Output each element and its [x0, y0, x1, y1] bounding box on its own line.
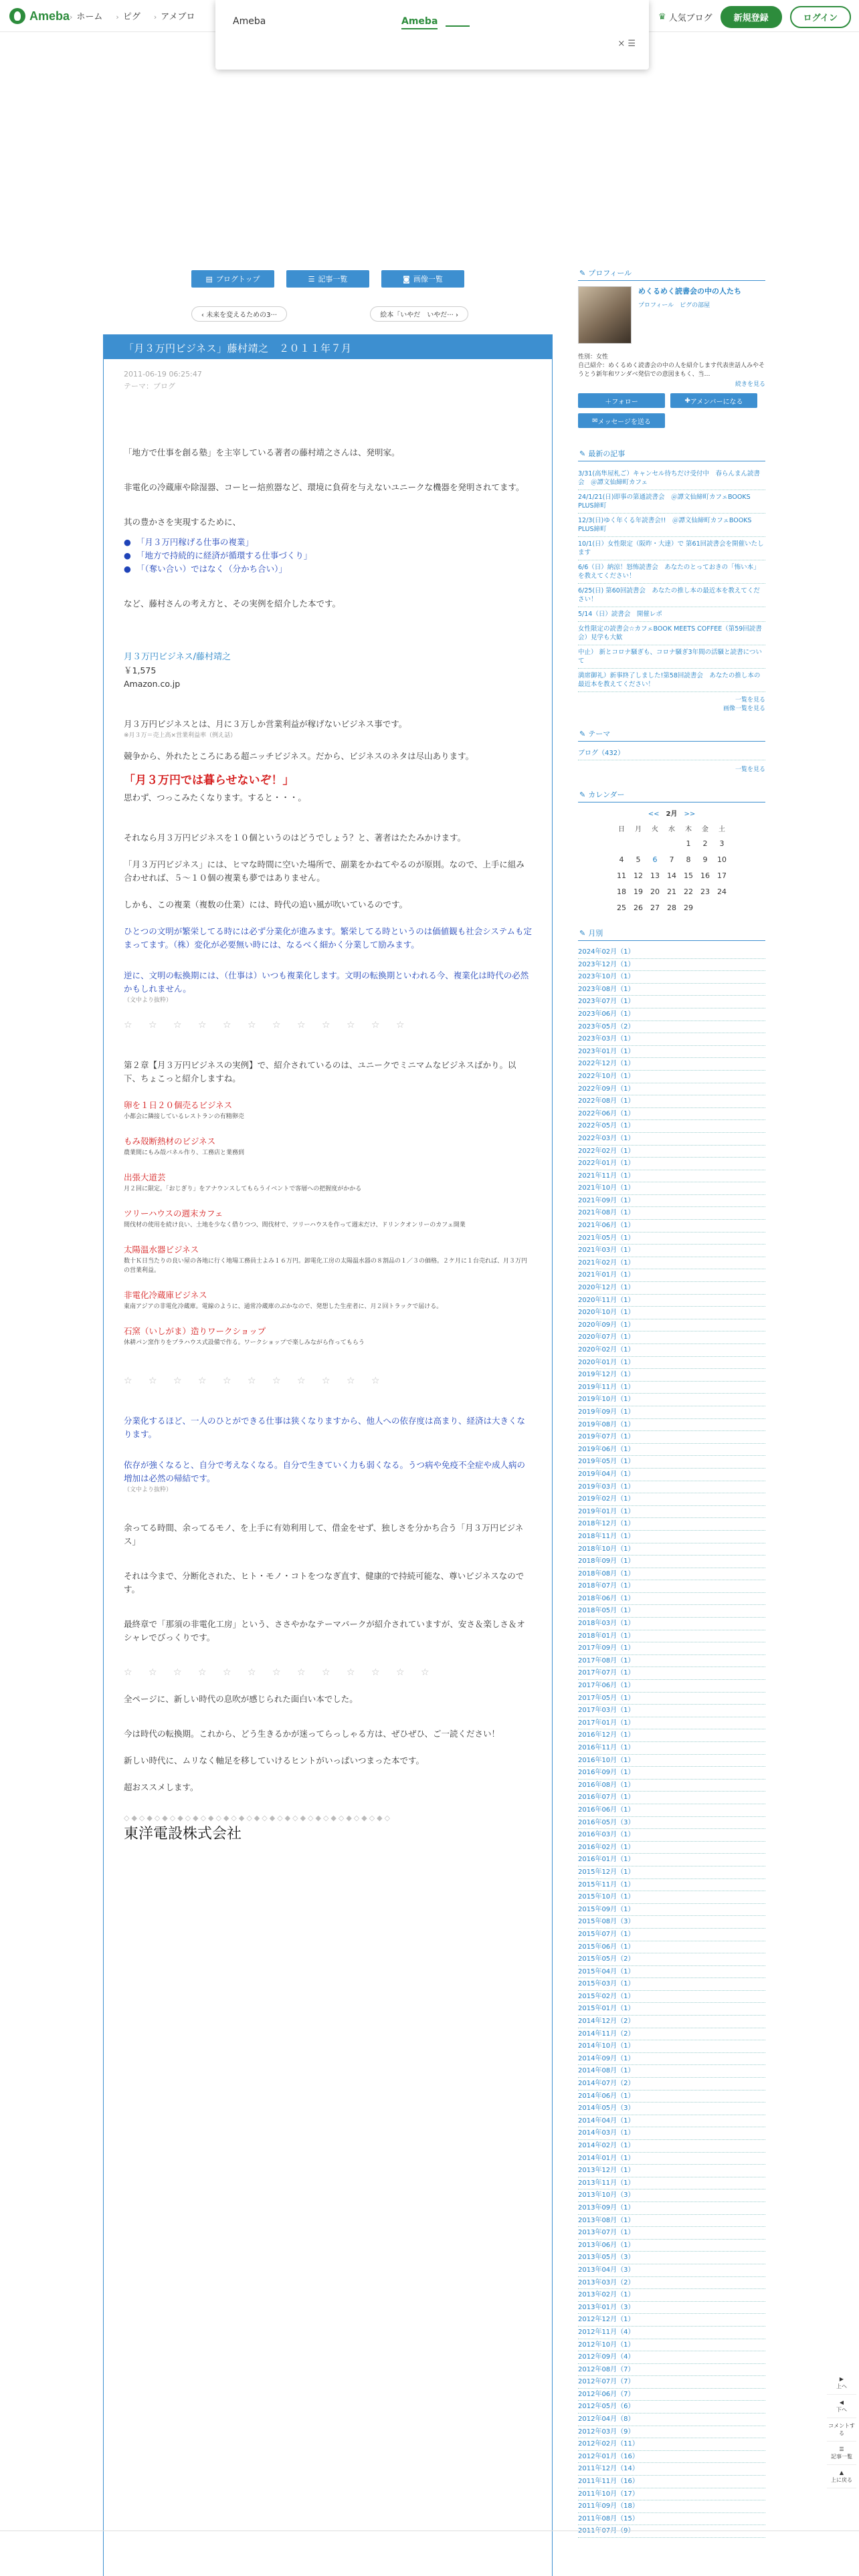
calendar-heading: ✎ カレンダー [578, 789, 765, 802]
cal-day: 7 [669, 855, 674, 864]
archive-month-link[interactable]: 2021年10月（1） [578, 1182, 765, 1195]
red-heading: 「月３万円では暮らせないぞ！」 [124, 774, 294, 787]
cal-day: 9 [702, 855, 708, 864]
archive-month-link[interactable]: 2012年07月（7） [578, 2376, 765, 2389]
back-to-top-button[interactable]: ▲ 上に戻る [827, 2465, 856, 2488]
cal-day: 27 [650, 903, 660, 912]
cal-day: 15 [684, 871, 693, 880]
paragraph: など、藤村さんの考え方と、その実例を紹介した本です。 [124, 599, 341, 609]
archive-month-link[interactable]: 2012年04月（8） [578, 2413, 765, 2426]
archive-month-link[interactable]: 2024年02月（1） [578, 946, 765, 959]
archive-month-link[interactable]: 2023年05月（2） [578, 1021, 765, 1034]
archive-month-link[interactable]: 2017年03月（1） [578, 1705, 765, 1717]
archive-month-link[interactable]: 2021年03月（1） [578, 1245, 765, 1257]
decorative-divider: ◇◆◇◆◇◆◇◆◇◆◇◆◇◆◇◆◇◆◇◆◇◆◇◆◇◆◇◆◇◆◇◆◇◆◇ [124, 1814, 393, 1822]
archive-month-link[interactable]: 2015年08月（3） [578, 1916, 765, 1929]
archive-month-link[interactable]: 2012年03月（9） [578, 2426, 765, 2439]
ameba-logo-icon [9, 8, 25, 24]
paragraph: 今は時代の転換期。これから、どう生きるかが迷ってらっしゃる方は、ぜひぜひ、ご一読ください！ [124, 1729, 500, 1739]
cal-day: 14 [667, 871, 676, 880]
theme-heading: ✎ テーマ [578, 728, 765, 742]
archive-month-link[interactable]: 2013年10月（3） [578, 2189, 765, 2202]
star-divider: ☆ ☆ ☆ ☆ ☆ ☆ ☆ ☆ ☆ ☆ ☆ ☆ ☆ [124, 1667, 436, 1678]
archive-month-link[interactable]: 2017年05月（1） [578, 1693, 765, 1705]
company-name: 東洋電設株式会社 [124, 1826, 242, 1842]
business-example: 石窯（いしがま）造りワークショップ 休耕パン窯作りをプラハウス式設備で作る。ワークショップで楽しみながら作ってもらう [124, 1326, 365, 1346]
book-price: ￥1,575 [124, 665, 157, 675]
cal-day-linked[interactable]: 6 [652, 855, 658, 864]
archive-heading: ✎ 月別 [578, 928, 765, 941]
archive-month-link[interactable]: 2020年02月（1） [578, 1344, 765, 1357]
archive-month-link[interactable]: 2019年09月（1） [578, 1406, 765, 1419]
archive-month-link[interactable]: 2022年10月（1） [578, 1071, 765, 1083]
archive-month-link[interactable]: 2015年05月（2） [578, 1953, 765, 1966]
image-list-link[interactable]: 画像一覧を見る [723, 706, 765, 712]
archive-month-link[interactable]: 2014年06月（1） [578, 2090, 765, 2103]
archive-month-link[interactable]: 2013年03月（2） [578, 2277, 765, 2290]
archive-month-link[interactable]: 2021年05月（1） [578, 1232, 765, 1245]
archive-month-link[interactable]: 2015年03月（1） [578, 1978, 765, 1991]
profile-bio: 性別：女性 自己紹介：めくるめく読書会の中の人を紹介します代表世話人みやそうとう新年和ワンダベ発信での意図まもく、当… [578, 354, 765, 378]
archive-month-link[interactable]: 2013年06月（1） [578, 2240, 765, 2252]
quote-blue: 依存が強くなると、自分で考えなくなる。自分で生きていく力も弱くなる。うつ病や免疫不全症や成人病の増加は必然の帰結です。 [124, 1460, 526, 1483]
archive-month-link[interactable]: 2017年09月（1） [578, 1642, 765, 1655]
recent-article-link[interactable]: 5/14（日）読書会 開催レポ [578, 607, 765, 622]
archive-month-link[interactable]: 2018年11月（1） [578, 1531, 765, 1543]
quote-blue: 逆に、文明の転換期には、（仕事は）いつも複業化します。文明の転換期といわれる今、複業化は時代の必然かもしれません。 [124, 970, 529, 994]
quote-source: （文中より抜粋） [124, 997, 173, 1004]
calendar-nav [578, 808, 765, 818]
star-divider: ☆ ☆ ☆ ☆ ☆ ☆ ☆ ☆ ☆ ☆ ☆ [124, 1376, 387, 1386]
archive-month-link[interactable]: 2019年03月（1） [578, 1481, 765, 1494]
archive-month-link[interactable]: 2019年05月（1） [578, 1456, 765, 1469]
image-list-button[interactable]: ◙ 画像一覧 [381, 270, 464, 288]
sidebar [578, 267, 765, 2538]
archive-month-link[interactable]: 2020年11月（1） [578, 1295, 765, 1307]
archive-month-link[interactable]: 2013年12月（1） [578, 2165, 765, 2177]
recent-list-link[interactable]: 一覧を見る [735, 697, 765, 704]
archive-month-link[interactable]: 2012年05月（6） [578, 2401, 765, 2413]
paragraph: しかも、この複業（複数の仕業）には、時代の追い風が吹いているのです。 [124, 899, 408, 909]
archive-month-link[interactable]: 2012年01月（16） [578, 2451, 765, 2464]
archive-month-link[interactable]: 2019年10月（1） [578, 1394, 765, 1406]
signup-button[interactable]: 新規登録 [721, 6, 782, 28]
archive-month-link[interactable]: 2021年09月（1） [578, 1195, 765, 1208]
archive-month-link[interactable]: 2013年05月（3） [578, 2252, 765, 2264]
archive-month-link[interactable]: 2011年09月（18） [578, 2500, 765, 2513]
archive-month-link[interactable]: 2018年07月（1） [578, 1580, 765, 1593]
archive-month-link[interactable]: 2021年02月（1） [578, 1257, 765, 1270]
book-icon: ▤ [205, 274, 213, 284]
read-more-link[interactable]: 続きを見る [735, 381, 765, 388]
bullet-item: ● 「（奪い合い）ではなく（分かち合い）」 [124, 562, 532, 576]
cal-day: 8 [686, 855, 691, 864]
calendar-table [613, 821, 731, 916]
recent-article-link[interactable]: 女性限定の読書会☆カフェBOOK MEETS COFFEE（第59回読書会）見学も大歓 [578, 622, 765, 645]
archive-month-link[interactable]: 2022年02月（1） [578, 1146, 765, 1158]
archive-month-link[interactable]: 2020年01月（1） [578, 1357, 765, 1370]
global-nav [70, 9, 195, 22]
archive-month-link[interactable]: 2019年12月（1） [578, 1369, 765, 1382]
cal-day: 2 [702, 839, 708, 848]
star-divider: ☆ ☆ ☆ ☆ ☆ ☆ ☆ ☆ ☆ ☆ ☆ ☆ [124, 1020, 411, 1031]
archive-month-link[interactable]: 2023年12月（1） [578, 959, 765, 972]
cal-day: 1 [686, 839, 691, 848]
archive-month-link[interactable]: 2014年08月（1） [578, 2065, 765, 2078]
archive-month-link[interactable]: 2019年08月（1） [578, 1419, 765, 1432]
article-meta [104, 359, 552, 393]
archive-month-link[interactable]: 2020年10月（1） [578, 1307, 765, 1319]
cal-weekday: 土 [719, 825, 725, 833]
cal-next-link[interactable]: >> [684, 811, 696, 818]
blog-nav-buttons [191, 270, 464, 288]
archive-month-link[interactable]: 2023年07月（1） [578, 996, 765, 1008]
business-example: 出張大道芸 月２回に限定。「おじぎり」をアナウンスしてもらうイベントで客層への把握度がかかる [124, 1172, 362, 1192]
article-title: 「月３万円ビジネス」藤村靖之 ２０１１年７月 [104, 335, 552, 359]
recent-article-link[interactable]: 24/1/21(日)即事の第通読書会 ＠譚文仙締町カフェBOOKS PLUS締町 [578, 490, 765, 514]
archive-month-link[interactable]: 2015年12月（1） [578, 1866, 765, 1879]
archive-month-link[interactable]: 2023年03月（1） [578, 1033, 765, 1046]
article-theme[interactable]: テーマ：ブログ [124, 382, 175, 391]
archive-month-link[interactable]: 2011年10月（17） [578, 2488, 765, 2501]
archive-month-link[interactable]: 2016年07月（1） [578, 1792, 765, 1804]
paragraph: それなら月３万円ビジネスを１０個というのはどうでしょう？と、著者はたたみかけます。 [124, 833, 466, 843]
scroll-down-button[interactable]: ◀ 下へ [827, 2395, 856, 2418]
archive-month-link[interactable]: 2011年11月（16） [578, 2476, 765, 2488]
cal-weekday: 月 [635, 825, 642, 833]
archive-month-link[interactable]: 2023年08月（1） [578, 984, 765, 996]
archive-month-link[interactable]: 2015年01月（1） [578, 2003, 765, 2016]
ameba-logo[interactable] [9, 8, 73, 24]
archive-month-link[interactable]: 2019年07月（1） [578, 1431, 765, 1444]
cal-day: 20 [650, 887, 660, 896]
archive-month-link[interactable]: 2014年09月（1） [578, 2053, 765, 2066]
bullet-item: ● 「地方で持続的に経済が循環する仕事づくり」 [124, 549, 532, 562]
archive-month-link[interactable]: 2017年07月（1） [578, 1667, 765, 1680]
cal-day: 5 [636, 855, 641, 864]
archive-month-link[interactable]: 2018年06月（1） [578, 1593, 765, 1606]
archive-month-link[interactable]: 2012年06月（7） [578, 2389, 765, 2401]
cal-day: 3 [719, 839, 725, 848]
list-icon: ☰ [839, 2446, 844, 2452]
quote-blue: 分業化するほど、一人のひとができる仕事は狭くなりますから、他人への依存度は高まり、経済は大きくなります。 [124, 1416, 526, 1439]
archive-month-link[interactable]: 2016年12月（1） [578, 1729, 765, 1742]
archive-month-link[interactable]: 2023年01月（1） [578, 1046, 765, 1059]
message-button[interactable]: ✉ メッセージを送る [578, 413, 665, 428]
popular-blog-link[interactable]: ♛ 人気ブログ [658, 12, 712, 23]
paragraph: 全ページに、新しい時代の息吹が感じられた面白い本でした。 [124, 1694, 358, 1704]
brand-name: Ameba [29, 9, 70, 23]
cal-day [697, 899, 714, 916]
cal-day: 11 [617, 871, 626, 880]
archive-month-link[interactable]: 2011年08月（15） [578, 2513, 765, 2526]
theme-item[interactable]: ブログ（432） [578, 747, 765, 760]
quote-source: （文中より抜粋） [124, 1487, 173, 1493]
monthly-archive [578, 946, 765, 2538]
archive-month-link[interactable]: 2021年11月（1） [578, 1170, 765, 1183]
archive-month-link[interactable]: 2022年06月（1） [578, 1108, 765, 1121]
archive-month-link[interactable]: 2013年08月（1） [578, 2215, 765, 2228]
archive-month-link[interactable]: 2012年08月（7） [578, 2364, 765, 2377]
archive-month-link[interactable]: 2015年09月（1） [578, 1904, 765, 1917]
profile-name[interactable]: めくるめく読書会の中の人たち [638, 287, 741, 296]
recent-article-link[interactable]: 6/25(日) 第60回読書会 あなたの推し本の最近本を教えてください！ [578, 584, 765, 607]
archive-month-link[interactable]: 2018年03月（1） [578, 1618, 765, 1630]
overlay-close-icon[interactable]: × ☰ [617, 39, 636, 49]
recent-articles [578, 467, 765, 692]
recent-article-link[interactable]: 10/1(日）女性限定（阪昨・大達）で 第61回読書会を開催いたします [578, 537, 765, 560]
archive-month-link[interactable]: 2018年12月（1） [578, 1518, 765, 1531]
archive-month-link[interactable]: 2015年07月（1） [578, 1929, 765, 1941]
archive-month-link[interactable]: 2012年12月（1） [578, 2314, 765, 2327]
archive-month-link[interactable]: 2012年11月（4） [578, 2327, 765, 2339]
overlay-ameba-link[interactable]: Ameba [401, 16, 438, 29]
archive-month-link[interactable]: 2020年09月（1） [578, 1319, 765, 1332]
archive-month-link[interactable]: 2014年11月（2） [578, 2028, 765, 2041]
recent-article-link[interactable]: 満席御礼）新事終了しました!第58回読書会 あなたの推し本の最近本を教えてください！ [578, 669, 765, 692]
note: ※月３万＝売上高×営業利益率（例え話） [124, 732, 237, 739]
archive-month-link[interactable]: 2021年01月（1） [578, 1269, 765, 1282]
paragraph: 非電化の冷蔵庫や除湿器、コーヒー焙煎器など、環境に負荷を与えないユニークな機器を発明されてます。 [124, 482, 524, 492]
archive-month-link[interactable]: 2015年06月（1） [578, 1941, 765, 1954]
crown-icon: ♛ [658, 12, 666, 22]
cal-day: 10 [717, 855, 727, 864]
archive-month-link[interactable]: 2016年09月（1） [578, 1767, 765, 1780]
archive-month-link[interactable]: 2016年10月（1） [578, 1755, 765, 1767]
paragraph: 「月３万円ビジネス」には、ヒマな時間に空いた場所で、副業をかねてやるのが原則。なので、上手に組み合わせれば、５〜１０個の複業も夢ではありません。 [124, 859, 524, 883]
cal-weekday: 金 [702, 825, 708, 833]
article-body [104, 393, 552, 1841]
floating-rail [827, 2371, 856, 2488]
login-button[interactable]: ログイン [790, 6, 851, 28]
bullet-list [124, 536, 532, 576]
archive-month-link[interactable]: 2015年10月（1） [578, 1891, 765, 1904]
cal-day: 29 [684, 903, 693, 912]
paragraph: 競争から、外れたところにある超ニッチビジネス。だから、ビジネスのネタは尽山あります。 [124, 751, 474, 761]
nav-ameblo[interactable]: › アメブロ [153, 12, 195, 22]
archive-month-link[interactable]: 2014年04月（1） [578, 2115, 765, 2128]
cal-day: 24 [717, 887, 727, 896]
cal-day: 28 [667, 903, 676, 912]
message-actions [578, 413, 765, 428]
arrow-up-icon: ▶ [839, 2376, 844, 2382]
archive-month-link[interactable]: 2021年06月（1） [578, 1220, 765, 1232]
archive-month-link[interactable]: 2016年01月（1） [578, 1854, 765, 1866]
list-icon: ☰ [308, 274, 315, 284]
cal-day: 17 [717, 871, 727, 880]
paragraph: それは今まで、分断化された、ヒト・モノ・コトをつなぎ直す、健康的で持続可能な、尊いビジネスなのです。 [124, 1571, 524, 1594]
cal-weekday: 水 [668, 825, 675, 833]
book-link[interactable]: 月３万円ビジネス/藤村靖之 [124, 652, 231, 662]
cal-prev-link[interactable]: << [648, 811, 660, 818]
archive-month-link[interactable]: 2013年02月（1） [578, 2289, 765, 2302]
nav-home[interactable]: › ホーム [70, 12, 103, 22]
quote-blue: ひとつの文明が繁栄してる時には必ず分業化が進みます。繁栄してる時というのは価値観も社会システムも定まってます。（株）変化が必要無い時には、なるべく細かく分業して励みます。 [124, 926, 533, 950]
paragraph: 最終章で「那須の非電化工房」という、ささやかなテーマパークが紹介されていますが、安さ＆楽しさ＆オシャレでびっくりです。 [124, 1619, 525, 1642]
archive-month-link[interactable]: 2014年12月（2） [578, 2016, 765, 2028]
archive-month-link[interactable]: 2018年09月（1） [578, 1555, 765, 1568]
profile-card [578, 286, 765, 344]
archive-month-link[interactable]: 2012年10月（1） [578, 2339, 765, 2352]
paragraph: 超おススメします。 [124, 1782, 199, 1792]
recent-heading: ✎ 最新の記事 [578, 448, 765, 461]
archive-month-link[interactable]: 2015年04月（1） [578, 1966, 765, 1979]
comment-button[interactable]: コメントする [827, 2418, 856, 2442]
archive-month-link[interactable]: 2016年05月（3） [578, 1817, 765, 1830]
nav-pigg[interactable]: › ピグ [116, 12, 140, 22]
archive-month-link[interactable]: 2017年01月（1） [578, 1717, 765, 1730]
ad-overlay-panel [215, 0, 649, 70]
chevron-right-icon: › [70, 13, 73, 21]
business-example: 太陽温水器ビジネス 数十Ｋ日当たりの良い屋の各地に行く地場工務員士よみ１６万円。卸電化工房の太陽温水器の８割品の１／３の価格。２ケ月に１台売れば、月３万円の営業利益。 [124, 1245, 528, 1274]
archive-month-link[interactable]: 2017年08月（1） [578, 1655, 765, 1668]
archive-month-link[interactable]: 2014年10月（1） [578, 2040, 765, 2053]
archive-month-link[interactable]: 2014年02月（1） [578, 2140, 765, 2153]
archive-month-link[interactable]: 2022年09月（1） [578, 1083, 765, 1096]
archive-month-link[interactable]: 2022年05月（1） [578, 1120, 765, 1133]
amazon-link[interactable]: Amazon.co.jp [124, 679, 181, 689]
archive-month-link[interactable]: 2016年06月（1） [578, 1804, 765, 1817]
archive-month-link[interactable]: 2023年06月（1） [578, 1008, 765, 1021]
cal-day: 22 [684, 887, 693, 896]
article-date: 2011-06-19 06:25:47 [124, 370, 202, 379]
archive-month-link[interactable]: 2011年12月（14） [578, 2463, 765, 2476]
archive-month-link[interactable]: 2013年09月（1） [578, 2202, 765, 2215]
archive-month-link[interactable]: 2019年06月（1） [578, 1444, 765, 1457]
archive-month-link[interactable]: 2018年10月（1） [578, 1543, 765, 1556]
business-example: もみ殻断熱材のビジネス 農業間にもみ殻バネル作り、工務店と業務到 [124, 1136, 245, 1156]
archive-month-link[interactable]: 2012年09月（4） [578, 2351, 765, 2364]
archive-month-link[interactable]: 2013年07月（1） [578, 2227, 765, 2240]
header-actions [658, 6, 851, 28]
cal-day [630, 835, 647, 851]
archive-month-link[interactable]: 2018年05月（1） [578, 1605, 765, 1618]
cal-day: 23 [700, 887, 710, 896]
archive-month-link[interactable]: 2019年11月（1） [578, 1382, 765, 1394]
cal-month: 2月 [666, 811, 678, 818]
archive-month-link[interactable]: 2013年01月（3） [578, 2302, 765, 2315]
overlay-label: Ameba [233, 16, 266, 27]
cal-day: 25 [617, 903, 626, 912]
archive-month-link[interactable]: 2016年02月（1） [578, 1842, 765, 1854]
chevron-right-icon: › [116, 13, 119, 21]
arrow-top-icon: ▲ [839, 2470, 844, 2476]
article-list-rail-button[interactable]: ☰ 記事一覧 [827, 2442, 856, 2465]
archive-month-link[interactable]: 2014年01月（1） [578, 2153, 765, 2165]
cal-weekday: 日 [618, 825, 625, 833]
archive-month-link[interactable]: 2021年08月（1） [578, 1207, 765, 1220]
prev-article-link[interactable]: ‹ 未来を変えるための3··· [191, 306, 287, 322]
article-pager [191, 306, 468, 322]
cal-day [647, 835, 664, 851]
chevron-right-icon: › [153, 13, 157, 21]
archive-month-link[interactable]: 2016年11月（1） [578, 1742, 765, 1755]
cal-day [664, 835, 680, 851]
archive-month-link[interactable]: 2014年03月（1） [578, 2127, 765, 2140]
recent-article-link[interactable]: 6/6（日）納涼！怒怖読書会 あなたのとっておきの「怖い本」を教えてください！ [578, 560, 765, 584]
amember-button[interactable]: ✚ アメンバーになる [670, 393, 757, 408]
paragraph: 其の豊かさを実現するために、 [124, 517, 242, 527]
archive-month-link[interactable]: 2016年08月（1） [578, 1780, 765, 1792]
paragraph: 思わず、つっこみたくなります。すると・・・。 [124, 792, 306, 802]
archive-month-link[interactable]: 2018年08月（1） [578, 1568, 765, 1581]
cal-day: 21 [667, 887, 676, 896]
recent-article-link[interactable]: 3/31(高隼屋札ご）キャンセル待ちだけ受付中 春らんまん読書会 ＠譚文仙締町カフェ [578, 467, 765, 490]
avatar[interactable] [578, 286, 632, 344]
archive-month-link[interactable]: 2016年03月（1） [578, 1829, 765, 1842]
archive-month-link[interactable]: 2022年08月（1） [578, 1095, 765, 1108]
follow-button[interactable]: ＋ フォロー [578, 393, 665, 408]
next-article-link[interactable]: 絵本「いやだ いやだ··· › [370, 306, 468, 322]
archive-month-link[interactable]: 2019年01月（1） [578, 1506, 765, 1519]
cal-day [714, 899, 731, 916]
archive-month-link[interactable]: 2022年03月（1） [578, 1133, 765, 1146]
archive-month-link[interactable]: 2019年04月（1） [578, 1469, 765, 1481]
archive-month-link[interactable]: 2015年02月（1） [578, 1991, 765, 2004]
cal-weekday: 木 [685, 825, 692, 833]
business-example: 卵を１日２０個売るビジネス 小都会に隣接しているレストランの有精卵売 [124, 1100, 244, 1120]
archive-month-link[interactable]: 2020年12月（1） [578, 1282, 765, 1295]
overlay-underline [446, 25, 470, 27]
profile-actions [578, 393, 765, 408]
paragraph: 月３万円ビジネスとは、月に３万しか営業利益が稼げないビジネス事です。 [124, 719, 407, 729]
profile-links[interactable]: プロフィール ピグの部屋 [638, 302, 710, 309]
cal-day: 13 [650, 871, 660, 880]
article [103, 334, 553, 2576]
cal-weekday: 火 [652, 825, 658, 833]
cal-day: 19 [634, 887, 643, 896]
paragraph: 余ってる時間、余ってるモノ、を上手に有効利用して、借金をせず、独しさを分かち合う「月３万円ビジネス」 [124, 1523, 524, 1546]
recent-article-link[interactable]: 12/3(日)ゆく年くる年読書会!! ＠譚文仙締町カフェBOOKS PLUS締町 [578, 514, 765, 537]
archive-month-link[interactable]: 2020年07月（1） [578, 1331, 765, 1344]
paragraph: 「地方で仕事を創る塾」を主宰している著者の藤村靖之さんは、発明家。 [124, 447, 400, 457]
archive-month-link[interactable] [578, 2525, 765, 2538]
theme-list-link[interactable]: 一覧を見る [735, 766, 765, 773]
archive-month-link[interactable]: 2012年02月（11） [578, 2438, 765, 2451]
recent-article-link[interactable]: 中止） 新とコロナ騒ぎも、コロナ騒ぎ3年間の活騒と読書について [578, 645, 765, 669]
bullet-item: ● 「月３万円稼げる仕事の複業」 [124, 536, 532, 549]
cal-day: 18 [617, 887, 626, 896]
scroll-up-button[interactable]: ▶ 上へ [827, 2371, 856, 2395]
paragraph: 新しい時代に、ムリなく軸足を移していけるヒントがいっぱいつまった本です。 [124, 1755, 425, 1765]
paragraph: 第２章【月３万円ビジネスの実例】で、紹介されているのは、ユニークでミニマムなビジネスばかり。以下、ちょこっと紹介しますね。 [124, 1060, 516, 1083]
profile-heading: ✎ プロフィール [578, 267, 765, 281]
blog-top-button[interactable]: ▤ ブログトップ [191, 270, 274, 288]
archive-month-link[interactable]: 2017年06月（1） [578, 1680, 765, 1693]
article-list-button[interactable]: ☰ 記事一覧 [286, 270, 369, 288]
archive-month-link[interactable]: 2014年05月（3） [578, 2103, 765, 2115]
archive-month-link[interactable]: 2014年07月（2） [578, 2078, 765, 2090]
archive-month-link[interactable]: 2013年11月（1） [578, 2177, 765, 2190]
archive-month-link[interactable]: 2023年10月（1） [578, 971, 765, 984]
arrow-down-icon: ◀ [839, 2399, 844, 2405]
archive-month-link[interactable]: 2022年12月（1） [578, 1058, 765, 1071]
archive-month-link[interactable]: 2015年11月（1） [578, 1879, 765, 1892]
camera-icon: ◙ [403, 274, 410, 284]
cal-day: 26 [634, 903, 643, 912]
cal-day: 12 [634, 871, 643, 880]
cal-day [613, 835, 630, 851]
cal-day: 16 [700, 871, 710, 880]
business-example: ツリーハウスの週末カフェ 間伐材の使用を続け良い、土地を少なく借りつつ、間伐材で、ツリーハウスを作って週末だけ、ドリンクオンリーのカフェ開業 [124, 1208, 466, 1228]
cal-day: 4 [619, 855, 624, 864]
business-example: 非電化冷蔵庫ビジネス 東南アジアの非電化冷蔵庫。電線のように、通常冷蔵庫のぶかなので、発想した生産者に、月２回トラックで届ける。 [124, 1290, 443, 1310]
archive-month-link[interactable]: 2018年01月（1） [578, 1630, 765, 1643]
archive-month-link[interactable]: 2022年01月（1） [578, 1158, 765, 1170]
archive-month-link[interactable]: 2013年04月（3） [578, 2264, 765, 2277]
archive-month-link[interactable]: 2019年02月（1） [578, 1493, 765, 1506]
